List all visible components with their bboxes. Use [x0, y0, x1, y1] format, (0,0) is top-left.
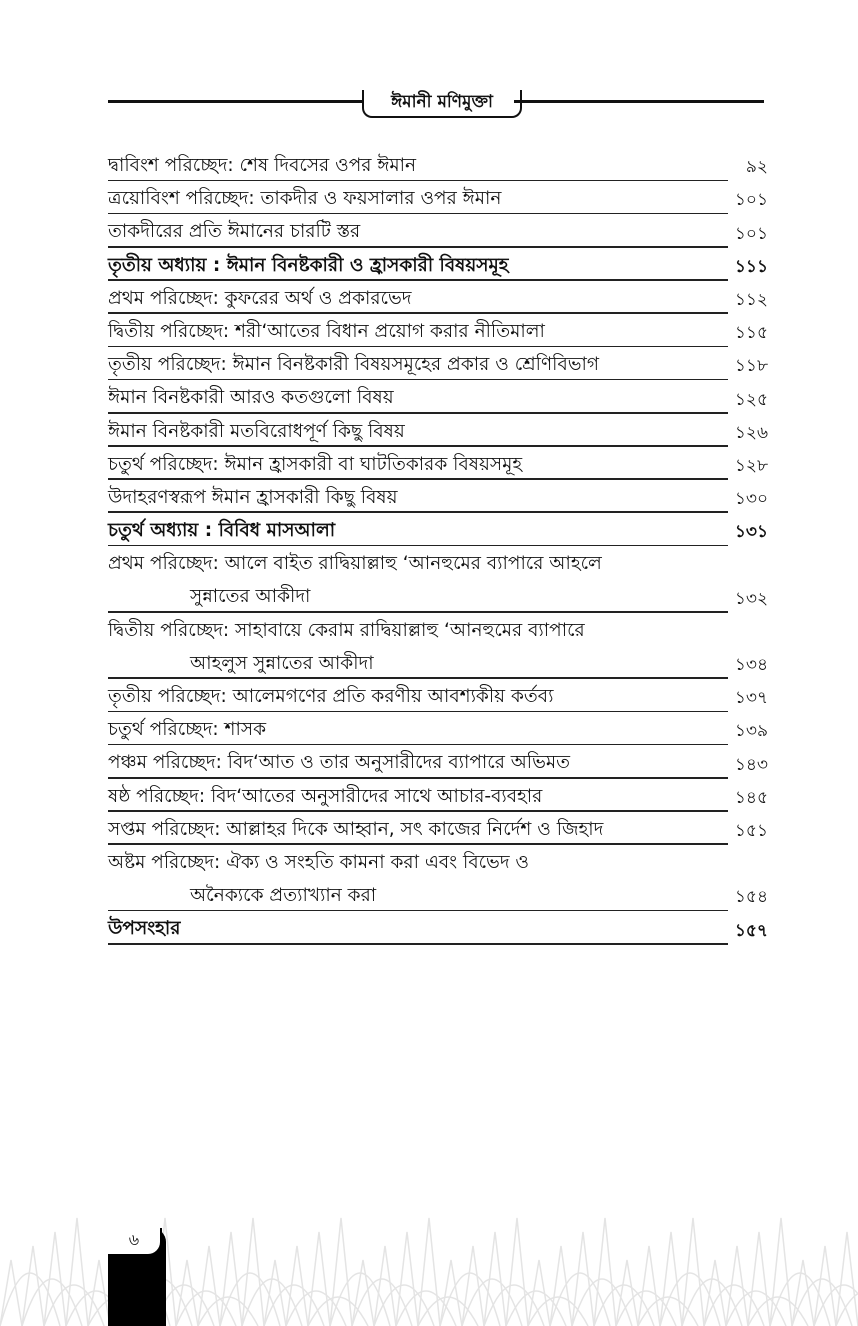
- toc-entry: [108, 380, 768, 413]
- pattern-arc: [0, 1273, 60, 1326]
- toc-entry-title: [108, 618, 585, 677]
- pattern-spike: [176, 1260, 198, 1326]
- pattern-spike: [682, 1218, 704, 1326]
- toc-entry-page: ১৪৫: [734, 787, 768, 808]
- toc-entry-title: [108, 352, 599, 378]
- toc-entry-title-continuation: সুন্নাতের আকীদা: [190, 586, 311, 608]
- toc-entry-title-line: প্রথম পরিচ্ছেদ: আলে বাইত রাদ্বিয়াল্লাহু ‘আনহুমের ব্যাপারে আহলে: [108, 553, 602, 575]
- toc-entry-title-line: সপ্তম পরিচ্ছেদ: আল্লাহর দিকে আহ্বান, সৎ কাজের নির্দেশ ও জিহাদ: [108, 818, 604, 840]
- toc-entry-title: [108, 684, 553, 710]
- toc-entry: [108, 314, 768, 347]
- toc-entry-page: ১৩৯: [734, 721, 768, 742]
- toc-entry: [108, 181, 768, 214]
- toc-entry: [108, 447, 768, 480]
- pattern-spike: [330, 1218, 352, 1326]
- toc-entry-title-line: তৃতীয় পরিচ্ছেদ: ঈমান বিনষ্টকারী বিষয়সমূহের প্রকার ও শ্রেণিবিভাগ: [108, 354, 600, 376]
- toc-entry: [108, 911, 768, 944]
- toc-entry: [108, 513, 768, 546]
- toc-entry-page: ৯২: [745, 157, 768, 178]
- toc-entry-title: [108, 419, 405, 445]
- page-number-tab: [108, 1228, 166, 1326]
- toc-entry-page: ১৩০: [734, 489, 768, 510]
- toc-entry: [108, 779, 768, 812]
- toc-entry: [108, 546, 768, 612]
- toc-entry-title: [108, 452, 522, 478]
- toc-entry: [108, 613, 768, 679]
- toc-entry-title-line: চতুর্থ অধ্যায় : বিবিধ মাসআলা: [108, 520, 336, 542]
- toc-entry-title-line: পঞ্চম পরিচ্ছেদ: বিদ‘আত ও তার অনুসারীদের ব্যাপারে অভিমত: [108, 752, 571, 774]
- toc-entry-title-line: ঈমান বিনষ্টকারী মতবিরোধপূর্ণ কিছু বিষয়: [108, 420, 405, 442]
- toc-entry-title: [108, 219, 360, 245]
- toc-entry: [108, 347, 768, 380]
- toc-entry: [108, 148, 768, 181]
- toc-entry-page: ১৫১: [734, 820, 768, 841]
- toc-entry: [108, 281, 768, 314]
- toc-entry-page: ১৫৪: [734, 887, 768, 908]
- toc-entry-title: [108, 717, 266, 743]
- toc-entry-title: [108, 319, 545, 345]
- pattern-spike: [88, 1260, 110, 1326]
- toc-entry-title-line: তাকদীরের প্রতি ঈমানের চারটি স্তর: [108, 221, 361, 243]
- toc-entry: [108, 712, 768, 745]
- toc-entry: [108, 812, 768, 845]
- toc-entry-title-line: অষ্টম পরিচ্ছেদ: ঐক্য ও সংহতি কামনা করা এবং বিভেদ ও: [108, 851, 530, 873]
- running-header: [108, 86, 764, 126]
- toc-entry-title-continuation: অনৈক্যকে প্রত্যাখ্যান করা: [190, 884, 377, 906]
- toc-entry-page: ১২৫: [734, 389, 768, 410]
- toc-entry-title-line: চতুর্থ পরিচ্ছেদ: ঈমান হ্রাসকারী বা ঘাটতিকারক বিষয়সমূহ: [108, 453, 523, 475]
- toc-entry: [108, 745, 768, 778]
- toc-entry-title-line: দ্বিতীয় পরিচ্ছেদ: শরী‘আতের বিধান প্রয়োগ করার নীতিমালা: [108, 320, 545, 342]
- toc-entry-page: ১৩২: [734, 588, 768, 609]
- pattern-spike: [616, 1260, 638, 1326]
- toc-entry-title: [108, 916, 180, 942]
- toc-entry: [108, 414, 768, 447]
- toc-entry-page: ১১২: [734, 289, 768, 310]
- toc-entry-title-line: ত্রয়োবিংশ পরিচ্ছেদ: তাকদীর ও ফয়সালার ওপর ঈমান: [108, 188, 502, 210]
- toc-entry-title: [108, 385, 394, 411]
- toc-entry: [108, 214, 768, 247]
- toc-entry-page: ১০১: [734, 190, 768, 211]
- toc-entry-title-line: দ্বিতীয় পরিচ্ছেদ: সাহাবায়ে কেরাম রাদ্বিয়াল্লাহু ‘আনহুমের ব্যাপারে: [108, 619, 585, 641]
- toc-entry-title: [108, 750, 570, 776]
- toc-entry-title: [108, 784, 542, 810]
- pattern-arc: [550, 1273, 610, 1326]
- toc-entry-title-line: প্রথম পরিচ্ছেদ: কুফরের অর্থ ও প্রকারভেদ: [108, 287, 412, 309]
- toc-entry-page: ১১৫: [734, 323, 768, 344]
- toc-entry-page: ১৩৭: [734, 688, 768, 709]
- toc-entry-page: ১৩৪: [734, 655, 768, 676]
- toc-entry-title-line: তৃতীয় অধ্যায় : ঈমান বিনষ্টকারী ও হ্রাসকারী বিষয়সমূহ: [108, 254, 509, 276]
- toc-entry-title: [108, 186, 501, 212]
- toc-entry-page: ১২৮: [734, 455, 768, 476]
- toc-entry-title: [108, 485, 398, 511]
- toc-entry-page: ১০১: [734, 223, 768, 244]
- header-rule-right: [514, 100, 764, 103]
- toc-entry-title: [108, 817, 603, 843]
- toc-entry-title: [108, 551, 602, 610]
- toc-entry-title: [108, 286, 412, 312]
- header-rule-left: [108, 100, 364, 103]
- page-number: ৬: [108, 1228, 162, 1256]
- toc-entry-title: [108, 153, 416, 179]
- toc-entry-title: [108, 850, 529, 909]
- toc-entry-page: ১৫৭: [734, 920, 768, 941]
- toc-entry-title-line: দ্বাবিংশ পরিচ্ছেদ: শেষ দিবসের ওপর ঈমান: [108, 155, 417, 176]
- pattern-arc: [440, 1273, 500, 1326]
- pattern-spike: [242, 1218, 264, 1326]
- toc-entry-title-line: ষষ্ঠ পরিচ্ছেদ: বিদ‘আতের অনুসারীদের সাথে আচার-ব্যবহার: [108, 785, 543, 807]
- pattern-spike: [770, 1218, 792, 1326]
- toc-entry-title: [108, 518, 335, 544]
- toc-entry-page: ১১১: [734, 256, 768, 277]
- toc-entry-rule: [108, 943, 728, 945]
- toc-entry-page: ১১৮: [734, 356, 768, 377]
- toc-entry: [108, 248, 768, 281]
- pattern-spike: [528, 1260, 550, 1326]
- toc-entry-page: ১৪৩: [734, 754, 768, 775]
- table-of-contents: [108, 148, 768, 945]
- book-title: ঈমানী মণিমুক্তা: [362, 90, 522, 118]
- pattern-spike: [220, 1232, 242, 1326]
- pattern-spike: [660, 1232, 682, 1326]
- toc-entry: [108, 845, 768, 911]
- toc-entry-title-line: উদাহরণস্বরূপ ঈমান হ্রাসকারী কিছু বিষয়: [108, 486, 398, 508]
- toc-entry-page: ১৩১: [734, 522, 768, 543]
- toc-entry-title-line: উপসংহার: [108, 918, 181, 940]
- toc-entry: [108, 679, 768, 712]
- toc-entry-title-line: চতুর্থ পরিচ্ছেদ: শাসক: [108, 719, 267, 741]
- toc-entry-page: ১২৬: [734, 422, 768, 443]
- toc-entry-title: [108, 253, 508, 279]
- toc-entry: [108, 480, 768, 513]
- toc-entry-title-line: ঈমান বিনষ্টকারী আরও কতগুলো বিষয়: [108, 387, 394, 409]
- toc-entry-title-continuation: আহলুস সুন্নাতের আকীদা: [190, 652, 374, 674]
- toc-entry-title-line: তৃতীয় পরিচ্ছেদ: আলেমগণের প্রতি করণীয় আবশ্যকীয় কর্তব্য: [108, 686, 554, 708]
